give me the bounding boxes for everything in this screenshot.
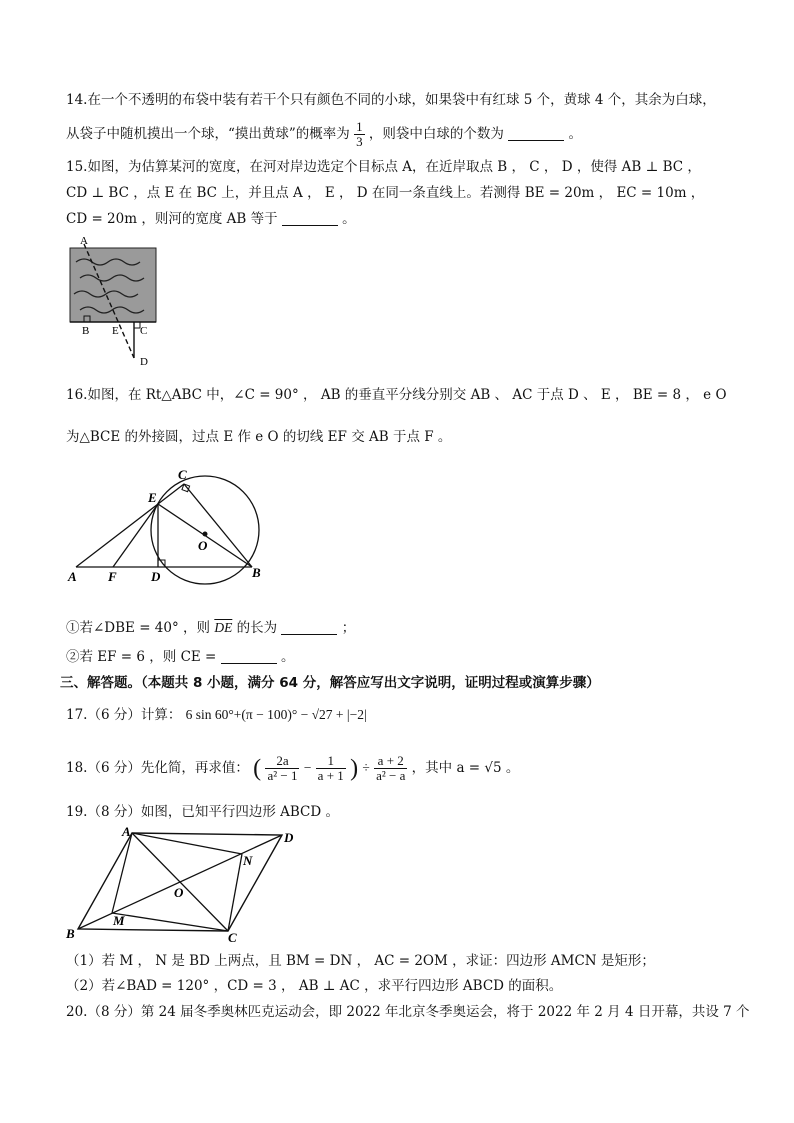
- label-f: F: [108, 569, 117, 584]
- q16-circle-figure: [64, 464, 274, 590]
- q16-sub1-text-b: 的长为: [236, 620, 278, 636]
- q15-text-a: CD = 20m ，则河的宽度 AB 等于: [66, 211, 278, 227]
- q18-f1-den: a² − 1: [267, 768, 298, 783]
- q15-text-end: 。: [342, 211, 356, 227]
- q14-text-a: 从袋子中随机摸出一个球，“摸出黄球”的概率为: [66, 126, 350, 142]
- q17-expression: 6 sin 60°+(π − 100)° − √27 + |−2|: [185, 707, 367, 722]
- segment-mc: [112, 913, 228, 931]
- label-d: D: [151, 569, 161, 584]
- q15-line3: [66, 210, 356, 228]
- label-d: D: [284, 830, 294, 845]
- q16-sub1-text-a: ①若∠DBE = 40° ，则: [66, 620, 211, 636]
- q17-line: [66, 706, 367, 724]
- q14-fraction: [354, 120, 365, 149]
- q18-f1-num: 2a: [265, 754, 299, 769]
- q15-line2: CD ⊥ BC ，点 E 在 BC 上，并且点 A ， E ， D 在同一条直线上。若测得 BE = 20m ， EC = 10m ，: [66, 185, 705, 201]
- label-o: O: [198, 538, 208, 553]
- q14-frac-num: 1: [356, 119, 363, 134]
- label-e: E: [148, 490, 157, 505]
- segment-ae: [76, 504, 158, 567]
- q18-f2-den: a + 1: [317, 768, 344, 783]
- q18-paren-close: ): [350, 755, 359, 782]
- q18-fraction-1: [265, 754, 299, 783]
- q18-fraction-3: [374, 754, 407, 783]
- label-b: B: [82, 325, 90, 337]
- label-m: M: [113, 913, 125, 928]
- q18-divide: ÷: [362, 760, 370, 775]
- q14-text-b: ，则袋中白球的个数为: [368, 126, 504, 142]
- q16-arc-de: $\overline{DE}$: [214, 620, 233, 635]
- segment-ec: [158, 484, 184, 504]
- q14-answer-blank[interactable]: [508, 126, 564, 141]
- q16-sub1-answer-blank[interactable]: [281, 620, 337, 635]
- q14-line1: 14.在一个不透明的布袋中装有若干个只有颜色不同的小球，如果袋中有红球 5 个，黄球 4 个，其余为白球，: [66, 92, 716, 108]
- q18-minus: −: [303, 760, 312, 775]
- q16-sub1-end: ；: [341, 620, 356, 636]
- q18-line: [66, 748, 519, 788]
- q16-sub1: [66, 619, 355, 637]
- q16-sub2-answer-blank[interactable]: [221, 649, 277, 664]
- q18-prefix: 18.（6 分）先化简，再求值：: [66, 760, 249, 776]
- label-d: D: [140, 356, 148, 368]
- q18-fraction-2: [316, 754, 346, 783]
- label-e: E: [112, 325, 119, 337]
- label-a: A: [68, 569, 77, 584]
- q19-sub2: （2）若∠BAD = 120° ，CD = 3 ， AB ⊥ AC ，求平行四边形 ABCD 的面积。: [66, 978, 563, 994]
- segment-am: [112, 833, 132, 913]
- q18-f2-num: 1: [316, 754, 346, 769]
- label-a: A: [80, 235, 88, 247]
- label-c: C: [140, 325, 148, 337]
- label-b: B: [66, 926, 75, 941]
- label-a: A: [122, 825, 131, 839]
- q18-paren-open: (: [253, 755, 262, 782]
- q14-line2: [66, 120, 582, 149]
- circle-o: [151, 476, 259, 584]
- q19-sub1: （1）若 M ， N 是 BD 上两点，且 BM = DN ， AC = 2OM ，求证：四边形 AMCN 是矩形；: [66, 953, 655, 969]
- label-c: C: [228, 930, 237, 943]
- section3-heading: 三、解答题。（本题共 8 小题，满分 64 分，解答应写出文字说明，证明过程或演算步骤）: [60, 675, 600, 691]
- q19-parallelogram-figure: [62, 825, 302, 943]
- segment-cb: [184, 484, 252, 567]
- q15-answer-blank[interactable]: [282, 211, 338, 226]
- segment-an: [132, 833, 242, 854]
- q18-f3-den: a² − a: [376, 768, 406, 783]
- label-o: O: [174, 885, 184, 900]
- q16-sub2: [66, 648, 294, 666]
- q16-sub2-text-a: ②若 EF = 6 ，则 CE =: [66, 649, 217, 665]
- q17-prefix: 17.（6 分）计算：: [66, 707, 182, 723]
- q16-sub2-end: 。: [280, 649, 295, 665]
- q14-frac-den: 3: [356, 134, 363, 149]
- right-angle-c16: [182, 484, 190, 492]
- label-c: C: [178, 467, 187, 482]
- q16-line1: 16.如图，在 Rt△ABC 中，∠C = 90° ， AB 的垂直平分线分别交 AB 、 AC 于点 D 、 E ， BE = 8 ， e O: [66, 387, 727, 403]
- label-b: B: [252, 565, 261, 580]
- center-o-dot: [203, 532, 208, 537]
- q20-line1: 20.（8 分）第 24 届冬季奥林匹克运动会，即 2022 年北京冬季奥运会，将于 2022 年 2 月 4 日开幕，共设 7 个: [66, 1004, 750, 1020]
- q15-river-figure: [66, 234, 176, 368]
- diagonal-ac: [132, 833, 228, 931]
- q18-suffix: ，其中 a = √5 。: [411, 760, 520, 776]
- label-n: N: [243, 853, 253, 868]
- q18-f3-num: a + 2: [374, 754, 407, 769]
- q16-line2: 为△BCE 的外接圆，过点 E 作 e O 的切线 EF 交 AB 于点 F 。: [66, 429, 452, 445]
- q15-line1: 15.如图，为估算某河的宽度，在河对岸边选定个目标点 A，在近岸取点 B ， C ， D ，使得 AB ⊥ BC ，: [66, 159, 701, 175]
- q14-text-end: 。: [568, 126, 582, 142]
- q19-title: 19.（8 分）如图，已知平行四边形 ABCD 。: [66, 804, 340, 820]
